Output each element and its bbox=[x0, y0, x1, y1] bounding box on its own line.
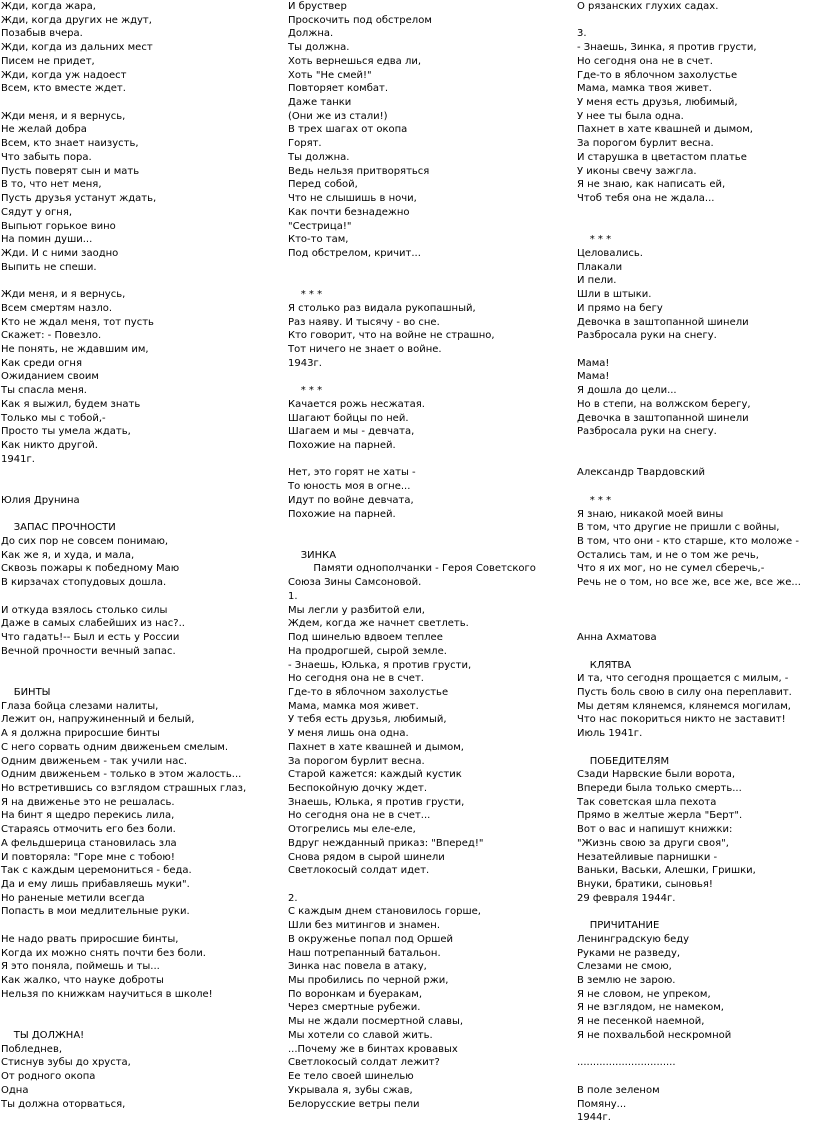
poem-line: - Знаешь, Юлька, я против грусти, bbox=[288, 659, 472, 671]
poem-line: Сзади Нарвские были ворота, bbox=[577, 769, 736, 781]
poem-line bbox=[288, 521, 570, 535]
poem-line: Да и ему лишь прибавляешь муки". bbox=[1, 879, 190, 890]
poem-line: Кто говорит, что на войне не страшно, bbox=[288, 330, 495, 342]
poem-line: У меня есть друзья, любимый, bbox=[577, 97, 738, 109]
poem-line: За порогом бурлит весна. bbox=[288, 755, 425, 767]
poem-line bbox=[1, 274, 281, 288]
poem-line bbox=[288, 370, 570, 384]
poem-line: Я на движенье это не решалась. bbox=[1, 796, 175, 808]
poem-line: У меня лишь она одна. bbox=[288, 728, 409, 740]
poem-line: Мама, мамка моя живет. bbox=[288, 700, 419, 712]
poem-line: Снова рядом в сырой шинели bbox=[288, 851, 445, 863]
poem-line: У иконы свечу зажгла. bbox=[577, 165, 697, 177]
poem-line: Ты спасла меня. bbox=[1, 385, 87, 397]
poem-line: ЗИНКА bbox=[288, 549, 337, 561]
poem-line: Когда их можно снять почти без боли. bbox=[1, 947, 206, 959]
poem-line: Всем, кто знает наизусть, bbox=[1, 138, 139, 150]
poem-line bbox=[577, 343, 815, 357]
poem-line: Анна Ахматова bbox=[577, 632, 657, 644]
poem-line: Мы не ждали посмертной славы, bbox=[288, 1016, 464, 1028]
poem-line: Не надо рвать приросшие бинты, bbox=[1, 933, 179, 945]
poem-line: Похожие на парней. bbox=[288, 440, 396, 451]
poem-line: Повторяет комбат. bbox=[288, 83, 388, 95]
poem-line: Незатейливые парнишки - bbox=[577, 851, 718, 863]
poem-line: Разбросала руки на снегу. bbox=[577, 330, 717, 342]
poem-line: Кто не ждал меня, тот пусть bbox=[1, 316, 154, 328]
poem-line: Так советская шла пехота bbox=[577, 796, 717, 808]
poem-line: Позабыв вчера. bbox=[1, 28, 83, 40]
poem-line: Что я их мог, но не сумел сберечь,- bbox=[577, 563, 765, 575]
poem-line: Вдруг нежданный приказ: "Вперед!" bbox=[288, 837, 484, 849]
poem-line: И пели. bbox=[577, 275, 617, 287]
poem-line: Перед собой, bbox=[288, 179, 358, 191]
poem-line bbox=[1, 96, 281, 110]
poem-line: Мы детям клянемся, клянемся могилам, bbox=[577, 700, 791, 712]
poem-line: Где-то в яблочном захолустье bbox=[577, 69, 738, 81]
poem-line bbox=[288, 274, 570, 288]
poem-line: Но встретившись со взглядом страшных глаз, bbox=[1, 782, 247, 794]
poem-line: Одним движеньем - только в этом жалость... bbox=[1, 769, 242, 781]
poem-line: * * * bbox=[577, 494, 612, 506]
poem-line: В то, что нет меня, bbox=[1, 179, 102, 191]
poem-line: О рязанских глухих садах. bbox=[577, 1, 719, 12]
poem-line: 1941г. bbox=[1, 453, 35, 465]
poem-line bbox=[1, 508, 281, 522]
poem-line: (Они же из стали!) bbox=[288, 110, 388, 122]
poem-line: Но сегодня она не в счет. bbox=[577, 55, 713, 67]
poem-line: Я это поняла, поймешь и ты... bbox=[1, 961, 160, 973]
poem-line: Нет, это горят не хаты - bbox=[288, 467, 416, 479]
poem-line: Знаешь, Юлька, я против грусти, bbox=[288, 796, 465, 808]
poem-line: "Сестрица!" bbox=[288, 220, 352, 232]
poem-line: Чтоб тебя она не ждала... bbox=[577, 193, 715, 205]
poem-line: Одним движеньем - так учили нас. bbox=[1, 755, 188, 767]
poem-line bbox=[577, 617, 815, 631]
poem-line: ПРИЧИТАНИЕ bbox=[577, 920, 660, 932]
poem-line: Где-то в яблочном захолустье bbox=[288, 686, 449, 698]
poem-line: Девочка в заштопанной шинели bbox=[577, 412, 749, 424]
poem-line: Памяти однополчанки - Героя Советского bbox=[288, 563, 536, 575]
poem-line: ............................... bbox=[577, 1057, 676, 1069]
poem-line: От родного окопа bbox=[1, 1071, 96, 1083]
poem-line: ПОБЕДИТЕЛЯМ bbox=[577, 755, 670, 767]
poem-line bbox=[1, 659, 281, 673]
poem-line: Я дошла до цели... bbox=[577, 385, 677, 397]
poem-line: Светлокосый солдат лежит? bbox=[288, 1057, 440, 1069]
poem-line: Жди меня, и я вернусь, bbox=[1, 289, 126, 301]
poem-line: Ждем, когда же начнет светлеть. bbox=[288, 618, 469, 630]
poem-line bbox=[577, 741, 815, 755]
poem-line: Мама, мамка твоя живет. bbox=[577, 83, 712, 95]
poem-line bbox=[1, 1001, 281, 1015]
poem-line: Мама! bbox=[577, 357, 610, 369]
poem-line: Остались там, и не о том же речь, bbox=[577, 549, 759, 561]
poem-line: Ты должна. bbox=[288, 151, 350, 163]
poem-line: Речь не о том, но все же, все же, все же... bbox=[577, 577, 801, 589]
poem-line: Что гадать!-- Был и есть у России bbox=[1, 632, 180, 644]
poem-line: Белорусские ветры пели bbox=[288, 1098, 420, 1110]
poem-line: Но сегодня она не в счет... bbox=[288, 810, 431, 822]
poem-line: Помяну... bbox=[577, 1098, 627, 1110]
poem-line: Вечной прочности вечный запас. bbox=[1, 645, 176, 657]
poem-line: С него сорвать одним движеньем смелым. bbox=[1, 741, 229, 753]
poem-line: Мы легли у разбитой ели, bbox=[288, 604, 425, 616]
poem-line: Просто ты умела ждать, bbox=[1, 426, 131, 438]
poem-line: Даже в самых слабейших из нас?.. bbox=[1, 618, 185, 630]
poem-line bbox=[1, 480, 281, 494]
poem-line: Пусть боль свою в силу она переплавит. bbox=[577, 686, 792, 698]
poem-line: Я не взглядом, не намеком, bbox=[577, 1002, 724, 1014]
poem-line: Всем смертям назло. bbox=[1, 302, 113, 314]
poem-line: Я знаю, никакой моей вины bbox=[577, 508, 724, 520]
poem-line: В поле зеленом bbox=[577, 1084, 660, 1096]
poem-line: В том, что другие не пришли с войны, bbox=[577, 522, 780, 534]
poem-line: Писем не придет, bbox=[1, 55, 95, 67]
poem-line: Впереди была только смерть... bbox=[577, 782, 742, 794]
poem-line: 1944г. bbox=[577, 1112, 611, 1124]
poem-line: Девочка в заштопанной шинели bbox=[577, 316, 749, 328]
poem-line bbox=[577, 1043, 815, 1057]
poem-line bbox=[577, 645, 815, 659]
poem-line bbox=[577, 439, 815, 453]
poem-line: Как я выжил, будем знать bbox=[1, 398, 141, 410]
poem-line: Глаза бойца слезами налиты, bbox=[1, 700, 159, 712]
poem-line: Выпьют горькое вино bbox=[1, 220, 116, 232]
poem-line bbox=[288, 261, 570, 275]
poem-line: Мы хотели со славой жить. bbox=[288, 1029, 433, 1041]
poem-line: В окруженье попал под Оршей bbox=[288, 933, 454, 945]
poem-line: Руками не разведу, bbox=[577, 947, 681, 959]
poem-line: Выпить не спеши. bbox=[1, 261, 97, 273]
poem-line bbox=[577, 206, 815, 220]
poem-line: У тебя есть друзья, любимый, bbox=[288, 714, 447, 726]
poem-line: Похожие на парней. bbox=[288, 508, 396, 520]
poem-line: На продрогшей, сырой земле. bbox=[288, 645, 447, 657]
poem-line: Жди меня, и я вернусь, bbox=[1, 110, 126, 122]
poem-line: Стараясь отмочить его без боли. bbox=[1, 824, 176, 836]
poem-column-left bbox=[1, 0, 281, 1111]
poem-line: Жди, когда жара, bbox=[1, 1, 96, 12]
poem-line: Лежит он, напружиненный и белый, bbox=[1, 714, 195, 726]
poem-line: Как жалко, что науке доброты bbox=[1, 975, 164, 987]
poem-line: У нее ты была одна. bbox=[577, 110, 684, 122]
poem-line: 1943г. bbox=[288, 357, 322, 369]
poem-column-middle bbox=[288, 0, 570, 1111]
poem-line: ТЫ ДОЛЖНА! bbox=[1, 1029, 85, 1041]
poem-line: То юность моя в огне... bbox=[288, 481, 411, 493]
poem-line: Как среди огня bbox=[1, 357, 82, 369]
poem-line: Под шинелью вдвоем теплее bbox=[288, 632, 443, 644]
poem-line bbox=[1, 919, 281, 933]
poem-line: Даже танки bbox=[288, 97, 352, 109]
poem-line: Ты должна. bbox=[288, 42, 350, 54]
poem-line: И прямо на бегу bbox=[577, 302, 663, 314]
poem-line: Беспокойную дочку ждет. bbox=[288, 782, 428, 794]
poem-line: Тот ничего не знает о войне. bbox=[288, 343, 442, 355]
poem-line: Пахнет в хате квашней и дымом, bbox=[577, 124, 753, 136]
poem-line: Зинка нас повела в атаку, bbox=[288, 961, 427, 973]
poem-line: Отогрелись мы еле-еле, bbox=[288, 824, 416, 836]
poem-line: Стиснув зубы до хруста, bbox=[1, 1057, 131, 1069]
poem-line: И откуда взялось столько силы bbox=[1, 604, 168, 616]
poem-line: Пусть поверят сын и мать bbox=[1, 165, 140, 177]
poem-line: Ожиданием своим bbox=[1, 371, 99, 383]
poem-line: Юлия Друнина bbox=[1, 494, 80, 506]
poem-line: Проскочить под обстрелом bbox=[288, 14, 432, 26]
poem-line: Ее тело своей шинелью bbox=[288, 1071, 414, 1083]
poem-line: Так с каждым церемониться - беда. bbox=[1, 865, 192, 877]
poem-line: Хоть вернешься едва ли, bbox=[288, 55, 422, 67]
poem-line: Кто-то там, bbox=[288, 234, 349, 246]
poem-line: На бинт я щедро перекись лила, bbox=[1, 810, 175, 822]
poem-line bbox=[1, 590, 281, 604]
poem-line: В кирзачах стопудовых дошла. bbox=[1, 577, 167, 589]
poem-line: Только мы с тобой,- bbox=[1, 412, 106, 424]
poem-column-right bbox=[577, 0, 815, 1125]
poem-line: Разбросала руки на снегу. bbox=[577, 426, 717, 438]
poem-line: Под обстрелом, кричит... bbox=[288, 247, 421, 259]
poem-line: Целовались. bbox=[577, 247, 643, 259]
poem-line: Но сегодня она не в счет. bbox=[288, 673, 424, 685]
poem-line: Как почти безнадежно bbox=[288, 206, 410, 218]
poem-line: Идут по войне девчата, bbox=[288, 494, 414, 506]
poem-line: И повторяла: "Горе мне с тобою! bbox=[1, 851, 175, 863]
poem-line: Шагаем и мы - девчата, bbox=[288, 426, 415, 438]
poem-line: Не понять, не ждавшим им, bbox=[1, 343, 149, 355]
poem-line: 2. bbox=[288, 892, 298, 904]
poem-line bbox=[577, 604, 815, 618]
poem-line: - Знаешь, Зинка, я против грусти, bbox=[577, 42, 757, 54]
poem-line: Что не слышишь в ночи, bbox=[288, 193, 417, 205]
poem-line bbox=[1, 466, 281, 480]
poem-line: Но раненые метили всегда bbox=[1, 892, 145, 904]
poem-line: * * * bbox=[288, 385, 323, 397]
poem-line: Но в степи, на волжском берегу, bbox=[577, 398, 751, 410]
poem-line bbox=[577, 905, 815, 919]
poem-line: Жди. И с ними заодно bbox=[1, 247, 119, 259]
poem-line: И та, что сегодня прощается с милым, - bbox=[577, 673, 789, 685]
poem-line: Побледнев, bbox=[1, 1043, 63, 1055]
poem-line: Жди, когда из дальних мест bbox=[1, 42, 153, 54]
poem-line: Союза Зины Самсоновой. bbox=[288, 577, 422, 589]
poem-line: Вот о вас и напишут книжки: bbox=[577, 824, 733, 836]
poem-line bbox=[577, 1070, 815, 1084]
poem-line: Ваньки, Васьки, Алешки, Гришки, bbox=[577, 865, 756, 877]
poem-line: Качается рожь несжатая. bbox=[288, 398, 425, 410]
poem-line: И старушка в цветастом платье bbox=[577, 151, 747, 163]
poem-line: Светлокосый солдат идет. bbox=[288, 865, 430, 877]
poem-line bbox=[577, 14, 815, 28]
poem-line: * * * bbox=[288, 289, 323, 301]
poem-line: Сядут у огня, bbox=[1, 206, 73, 218]
poem-line: Александр Твардовский bbox=[577, 467, 705, 479]
poem-line: С каждым днем становилось горше, bbox=[288, 906, 481, 918]
poem-line: Укрывала я, зубы сжав, bbox=[288, 1084, 413, 1096]
poem-line: Жди, когда других не ждут, bbox=[1, 14, 152, 26]
poem-line: Мы пробились по черной ржи, bbox=[288, 975, 449, 987]
poem-line bbox=[288, 453, 570, 467]
poem-line: ЗАПАС ПРОЧНОСТИ bbox=[1, 522, 116, 534]
poem-line: Пусть друзья устанут ждать, bbox=[1, 193, 157, 205]
poem-line: Слезами не смою, bbox=[577, 961, 672, 973]
poem-line: Не желай добра bbox=[1, 124, 87, 136]
poem-line bbox=[577, 480, 815, 494]
poem-line: Должна. bbox=[288, 28, 334, 40]
poem-line: Плакали bbox=[577, 261, 623, 273]
poem-line: 3. bbox=[577, 28, 587, 40]
poem-line: Сквозь пожары к победному Маю bbox=[1, 563, 180, 575]
poem-line: А фельдшерица становилась зла bbox=[1, 837, 177, 849]
poem-line: Что забыть пора. bbox=[1, 151, 92, 163]
poem-line bbox=[1, 672, 281, 686]
poem-line: Ты должна оторваться, bbox=[1, 1098, 126, 1110]
poem-line: Я столько раз видала рукопашный, bbox=[288, 302, 476, 314]
poem-line: Как же я, и худа, и мала, bbox=[1, 549, 135, 561]
poem-line: КЛЯТВА bbox=[577, 659, 632, 671]
poem-line: Как никто другой. bbox=[1, 440, 98, 451]
poem-line: Жди, когда уж надоест bbox=[1, 69, 127, 81]
poem-line: Пахнет в хате квашней и дымом, bbox=[288, 741, 464, 753]
poem-line: Наш потрепанный батальон. bbox=[288, 947, 441, 959]
poem-line: Июль 1941г. bbox=[577, 728, 643, 740]
poem-line: До сих пор не совсем понимаю, bbox=[1, 536, 169, 548]
poem-line: БИНТЫ bbox=[1, 686, 51, 698]
poem-line: 1. bbox=[288, 590, 298, 602]
poem-line: Шли без митингов и знамен. bbox=[288, 920, 441, 932]
poem-line: Нельзя по книжкам научиться в школе! bbox=[1, 988, 213, 1000]
poem-line: Прямо в желтые жерла "Берт". bbox=[577, 810, 743, 822]
poem-line: На помин души... bbox=[1, 234, 93, 246]
poem-line bbox=[577, 590, 815, 604]
poem-line bbox=[577, 453, 815, 467]
poem-line: Через смертные рубежи. bbox=[288, 1002, 421, 1014]
poem-line: В землю не зарою. bbox=[577, 975, 676, 987]
poem-line: Я не знаю, как написать ей, bbox=[577, 179, 726, 191]
poem-line bbox=[577, 220, 815, 234]
poem-line: Мама! bbox=[577, 371, 610, 383]
poem-line: За порогом бурлит весна. bbox=[577, 138, 714, 150]
poem-line: Шагают бойцы по ней. bbox=[288, 412, 409, 424]
poem-line: Я не похвальбой нескромной bbox=[577, 1029, 732, 1041]
poem-line: 29 февраля 1944г. bbox=[577, 892, 676, 904]
poem-line: Попасть в мои медлительные руки. bbox=[1, 906, 190, 918]
poem-line: Ленинградскую беду bbox=[577, 933, 690, 945]
poem-line: Всем, кто вместе ждет. bbox=[1, 83, 126, 95]
poem-line bbox=[288, 878, 570, 892]
poem-line: Я не песенкой наемной, bbox=[577, 1016, 705, 1028]
poem-line: Старой кажется: каждый кустик bbox=[288, 769, 462, 781]
poem-line: В том, что они - кто старше, кто моложе - bbox=[577, 536, 799, 548]
poem-line: Хоть "Не смей!" bbox=[288, 69, 372, 81]
poem-line: Внуки, братики, сыновья! bbox=[577, 879, 713, 890]
poem-line: А я должна приросшие бинты bbox=[1, 728, 160, 740]
poem-line: В трех шагах от окопа bbox=[288, 124, 408, 136]
poem-line: Ведь нельзя притворяться bbox=[288, 165, 430, 177]
poem-line bbox=[1, 1015, 281, 1029]
poem-line bbox=[288, 535, 570, 549]
poem-line: "Жизнь свою за други своя", bbox=[577, 837, 729, 849]
poem-line: Горят. bbox=[288, 138, 322, 150]
poem-line: Раз наяву. И тысячу - во сне. bbox=[288, 316, 440, 328]
poem-line: По воронкам и буеракам, bbox=[288, 988, 423, 1000]
poem-line: ...Почему же в бинтах кровавых bbox=[288, 1043, 458, 1055]
poem-line: Шли в штыки. bbox=[577, 289, 652, 301]
poem-line: Скажет: - Повезло. bbox=[1, 330, 102, 342]
poem-line: Что нас покориться никто не заставит! bbox=[577, 714, 786, 726]
poem-line: Одна bbox=[1, 1084, 29, 1096]
poem-line: Я не словом, не упреком, bbox=[577, 988, 711, 1000]
poem-line: И бруствер bbox=[288, 1, 347, 12]
poem-line: * * * bbox=[577, 234, 612, 246]
